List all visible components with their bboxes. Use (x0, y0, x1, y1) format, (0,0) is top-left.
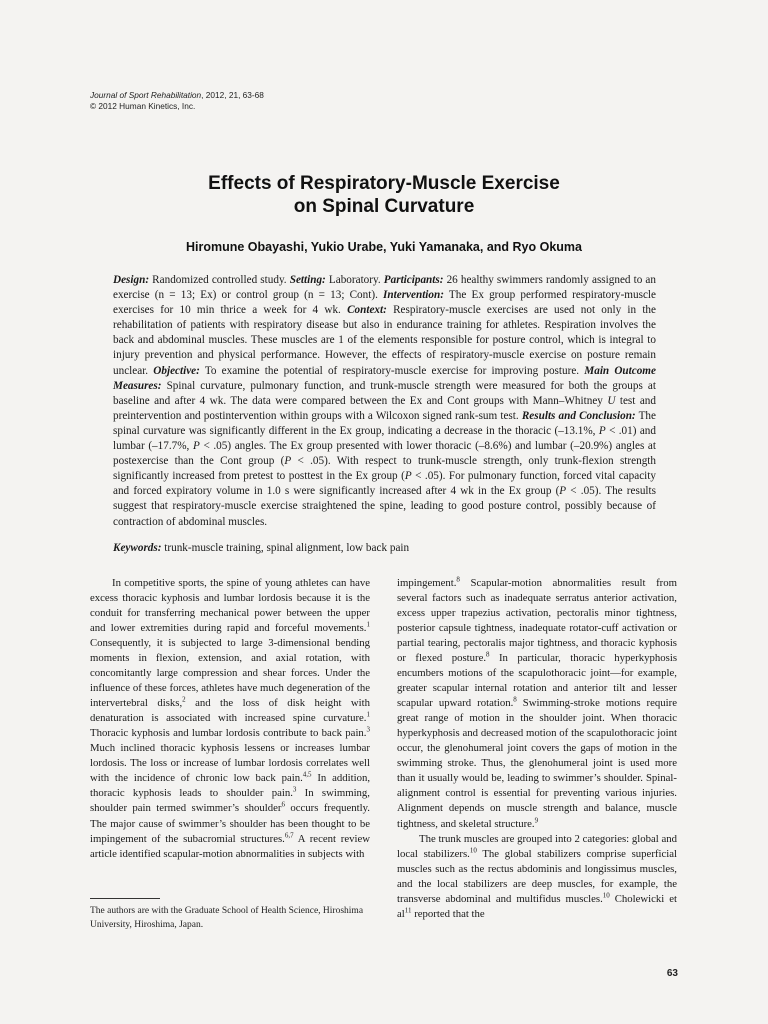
keywords-text: trunk-muscle training, spinal alignment, low back pain (161, 542, 410, 554)
p-symbol: P (598, 424, 606, 437)
footnote-divider (90, 898, 160, 899)
results-text: < .05). The results suggest that respiratory-muscle exercise straightened the spine, leading to good posture control, possibly because of contraction of abdominal muscles. (113, 485, 656, 528)
citation-ref[interactable]: 3 (366, 725, 370, 734)
journal-header (90, 90, 264, 112)
design-text: Randomized controlled study. (149, 274, 290, 286)
citation-ref[interactable]: 1 (366, 620, 370, 629)
author-list: Hiromune Obayashi, Yukio Urabe, Yuki Yamanaka, and Ryo Okuma (186, 240, 582, 254)
intervention-text: The Ex group performed respiratory-muscle exercises for 10 min thrice a week for 4 wk. (113, 289, 656, 317)
p-symbol: P (284, 455, 292, 468)
title-line-1: Effects of Respiratory-Muscle Exercise (208, 173, 560, 194)
citation-ref[interactable]: 4,5 (302, 770, 312, 779)
citation-ref[interactable]: 2 (182, 695, 186, 704)
citation-ref[interactable]: 11 (404, 906, 412, 915)
journal-citation (90, 90, 264, 101)
u-symbol: U (607, 394, 616, 407)
author-affiliation-footnote: The authors are with the Graduate School of Health Science, Hiroshima University, Hiroshima, Japan. (90, 906, 364, 930)
body-column-right (397, 576, 677, 922)
results-text: < .01) and lumbar (–17.7%, (113, 424, 656, 453)
measures-label: Main Outcome Measures: (113, 364, 656, 392)
objective-label: Objective: (153, 364, 200, 377)
measures-text: Spinal curvature, pulmonary function, and trunk-muscle strength were measured for both the groups at baseline and after 4 wk. The data were compared between the Ex and Cont groups with Mann–Whitney (113, 379, 656, 407)
paragraph: The trunk muscles are grouped into 2 categories: global and local stabilizers.$^{10}$ The global stabilizers comprise superficial muscles such as the rectus abdominis and longissimus muscles, and the local stabilizers are deep muscles, for example, the transverse abdominal and multifidus muscles.$^{10}$ Cholewicki et $al^{11}$ reported that the (397, 832, 677, 920)
intervention-label: Intervention: (383, 289, 444, 302)
body-column-left (90, 576, 370, 862)
results-text: The spinal curvature was significantly different in the Ex group, indicating a decrease in the thoracic (–13.1%, (113, 409, 656, 437)
citation-ref[interactable]: 1 (366, 710, 370, 719)
p-symbol: P (192, 440, 200, 453)
participants-label: Participants: (383, 274, 444, 286)
citation-ref[interactable]: 3 (292, 785, 297, 794)
results-text: < .05). With respect to trunk-muscle strength, only trunk-flexion strength significantly increased from pretest to posttest in the Ex group ( (113, 455, 656, 483)
citation-ref[interactable]: 6 (281, 800, 285, 809)
journal-name: Journal of Sport Rehabilitation (90, 90, 202, 100)
p-symbol: P (559, 485, 567, 498)
citation-ref[interactable]: 10 (602, 891, 610, 900)
measures-text: test and preintervention and postintervention within groups with a Wilcoxon signed rank-sum test. (113, 394, 656, 422)
design-label: Design: (113, 274, 150, 286)
title-line-2: on Spinal Curvature (293, 196, 475, 217)
citation-ref[interactable]: 9 (534, 815, 539, 824)
copyright-line: © 2012 Human Kinetics, Inc. (90, 101, 196, 111)
results-text: < .05) angles. The Ex group presented with lower thoracic (–8.6%) and lumbar (–20.9%) angles at postexercise than the Cont group ( (113, 440, 657, 468)
results-text: < .05). For pulmonary function, forced vital capacity and forced expiratory volume in 1.0 s were significantly increased after 4 wk in the Ex group ( (113, 470, 656, 498)
participants-text: 26 healthy swimmers randomly assigned to an exercise (n = 13; Ex) or control group (n = 13; Cont). (113, 274, 656, 302)
p-symbol: P (404, 470, 412, 483)
article-title (0, 172, 768, 218)
setting-text: Laboratory. (325, 274, 384, 286)
paragraph: impingement.$^8$ Scapular-motion abnormalities result from several factors such as inadequate serratus anterior activation, excess upper trapezius activation, pectoralis minor tightness, posterior capsule tightness, inadequate rotator-cuff activation or partial tearing, pectoralis major tightness, and thoracic kyphosis or flexed posture.$^8$ In particular, thoracic hyperkyphosis encumbers motions of the scapulothoracic joint—for example, greater scapular internal rotation and anterior tilt and lesser scapular upward rotation.$^8$ Swimming-stroke motions require great range of motion in the shoulder joint. When thoracic hyperkyphosis and decreased motion of the scapulothoracic joint occur, the glenohumeral joint covers the gaps of motion in the swimming stroke. Thus, the glenohumeral joint is used more than it usually would be, leading to swimmer’s shoulder. Spinal-alignment control is essential for preventing various injuries. Alignment depends on muscle strength and balance, muscle tightness, and skeletal structure.$^9$ (397, 575, 678, 830)
citation-ref[interactable]: 8 (513, 695, 517, 704)
citation-ref[interactable]: 6,7 (284, 830, 294, 839)
journal-volume: , 2012, 21, 63-68 (201, 90, 264, 100)
citation-ref[interactable]: 8 (486, 650, 490, 659)
objective-text: To examine the potential of respiratory-muscle exercise for improving posture. (199, 364, 585, 377)
keywords (113, 541, 656, 556)
keywords-label: Keywords: (113, 542, 162, 554)
citation-ref[interactable]: 10 (469, 845, 477, 854)
paragraph: In competitive sports, the spine of young athletes can have excess thoracic kyphosis and lumbar lordosis because it is the conduit for transferring mechanical power between the upper and lower extremities during rapid and forceful movements.$^1$ Consequently, it is subjected to large 3-dimensional bending moments in flexion, extension, and axial rotation, with concomitantly large compression and shear forces. Under the influence of these forces, athletes have much degeneration of the intervertebral disks,$^2$ and the loss of disk height with denaturation is associated with increased spine curvature.$^1$ Thoracic kyphosis and lumbar lordosis contribute to back pain.$^3$ Much inclined thoracic kyphosis lessens or increases lumbar lordosis. The loss or increase of lumbar lordosis correlates well with the incidence of chronic low back pain.$^{4,5}$ In addition, thoracic kyphosis leads to shoulder pain.$^3$ In swimming, shoulder pain termed swimmer’s shoulder$^6$ occurs frequently. The major cause of swimmer’s shoulder has been thought to be impingement of the subacromial structures.$^{6,7}$ A recent review article identified scapular-motion abnormalities in subjects with (90, 577, 371, 860)
page-number: 63 (666, 968, 678, 979)
results-label: Results and Conclusion: (521, 409, 636, 422)
context-text: Respiratory-muscle exercises are used not only in the rehabilitation of patients with respiratory disease but also in endurance training for athletes. Respiration involves the back and abdominal muscles. These muscles are 1 of the elements responsible for posture control, which is integral to injury prevention and physical performance. However, the effects of respiratory-muscle exercise on posture remain unclear. (113, 304, 656, 377)
setting-label: Setting: (289, 274, 326, 286)
context-label: Context: (347, 304, 387, 317)
citation-ref[interactable]: 8 (456, 575, 460, 584)
abstract (113, 273, 656, 530)
